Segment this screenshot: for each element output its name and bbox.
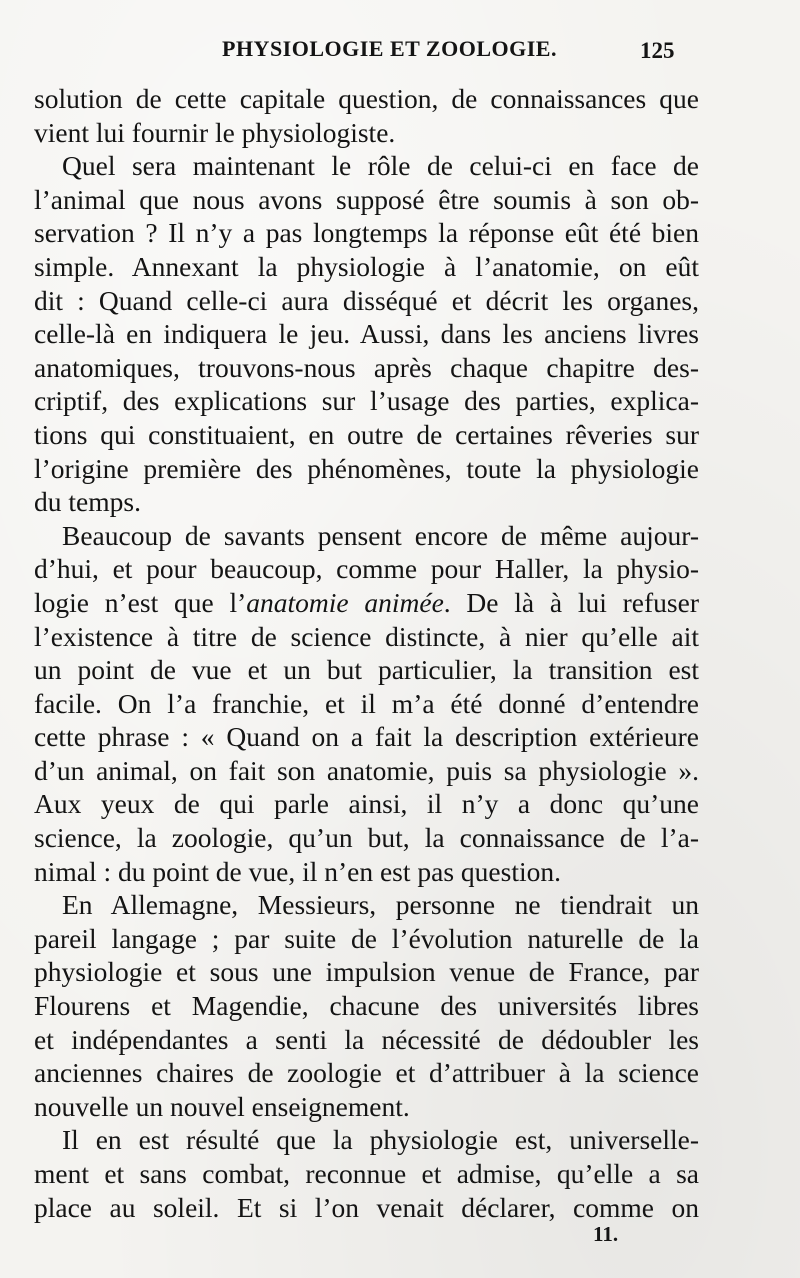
text-line: dit : Quand celle-ci aura disséqué et décrit les organes, [34,284,699,316]
text-line: vient lui fournir le physiologiste. [34,116,396,148]
text-line: d’hui, et pour beaucoup, comme pour Haller, la physio- [34,553,699,585]
signature-mark: 11. [593,1222,619,1246]
text-line: tions qui constituaient, en outre de certaines rêveries sur [34,418,699,450]
text-line: servation ? Il n’y a pas longtemps la réponse eût été bien [34,217,699,249]
text-line: l’existence à titre de science distincte, à nier qu’elle ait [34,620,699,652]
page-number: 125 [640,38,675,63]
text-line: du temps. [34,486,141,518]
text-line: Flourens et Magendie, chacune des universités libres [34,990,699,1022]
text-line: anciennes chaires de zoologie et d’attribuer à la science [34,1057,699,1089]
running-title: PHYSIOLOGIE ET ZOOLOGIE. [222,36,557,61]
text-line: nimal : du point de vue, il n’en est pas question. [34,855,561,887]
text-line: Il en est résulté que la physiologie est, universelle- [62,1124,699,1156]
text-line: place au soleil. Et si l’on venait déclarer, comme on [34,1191,699,1223]
text-line: solution de cette capitale question, de connaissances que [34,83,699,114]
text-line: ment et sans combat, reconnue et admise, qu’elle a sa [34,1158,699,1189]
text-line: l’animal que nous avons supposé être soumis à son ob- [34,183,699,215]
text-line: et indépendantes a senti la nécessité de dédoubler les [34,1023,699,1055]
italic-phrase: anatomie animée [246,586,444,618]
text-line: Beaucoup de savants pensent encore de même aujour- [62,519,699,551]
text-line: pareil langage ; par suite de l’évolution naturelle de la [34,922,699,954]
text-line: nouvelle un nouvel enseignement. [34,1090,410,1122]
text-line: celle-là en indiquera le jeu. Aussi, dans les anciens livres [34,318,699,350]
text-line: l’origine première des phénomènes, toute la physiologie [34,452,699,484]
text-line: anatomiques, trouvons-nous après chaque chapitre des- [34,351,699,383]
running-head [0,36,800,68]
text-line: En Allemagne, Messieurs, personne ne tiendrait un [62,889,699,921]
text-line: physiologie et sous une impulsion venue de France, par [34,956,699,988]
text-line: Aux yeux de qui parle ainsi, il n’y a donc qu’une [34,788,699,820]
text-line: un point de vue et un but particulier, la transition est [34,654,699,686]
text-line: Quel sera maintenant le rôle de celui-ci en face de [62,150,699,182]
text-line: science, la zoologie, qu’un but, la connaissance de l’a- [34,822,699,854]
text-line: simple. Annexant la physiologie à l’anatomie, on eût [34,250,699,282]
text-line: criptif, des explications sur l’usage des parties, explica- [34,385,699,417]
text-line: logie n’est que l’anatomie animée. De là à lui refuser [34,586,699,618]
text-line: cette phrase : « Quand on a fait la description extérieure [34,721,699,753]
text-line: facile. On l’a franchie, et il m’a été donné d’entendre [34,687,699,719]
text-line: d’un animal, on fait son anatomie, puis sa physiologie ». [34,754,699,786]
body-text [34,82,699,1224]
